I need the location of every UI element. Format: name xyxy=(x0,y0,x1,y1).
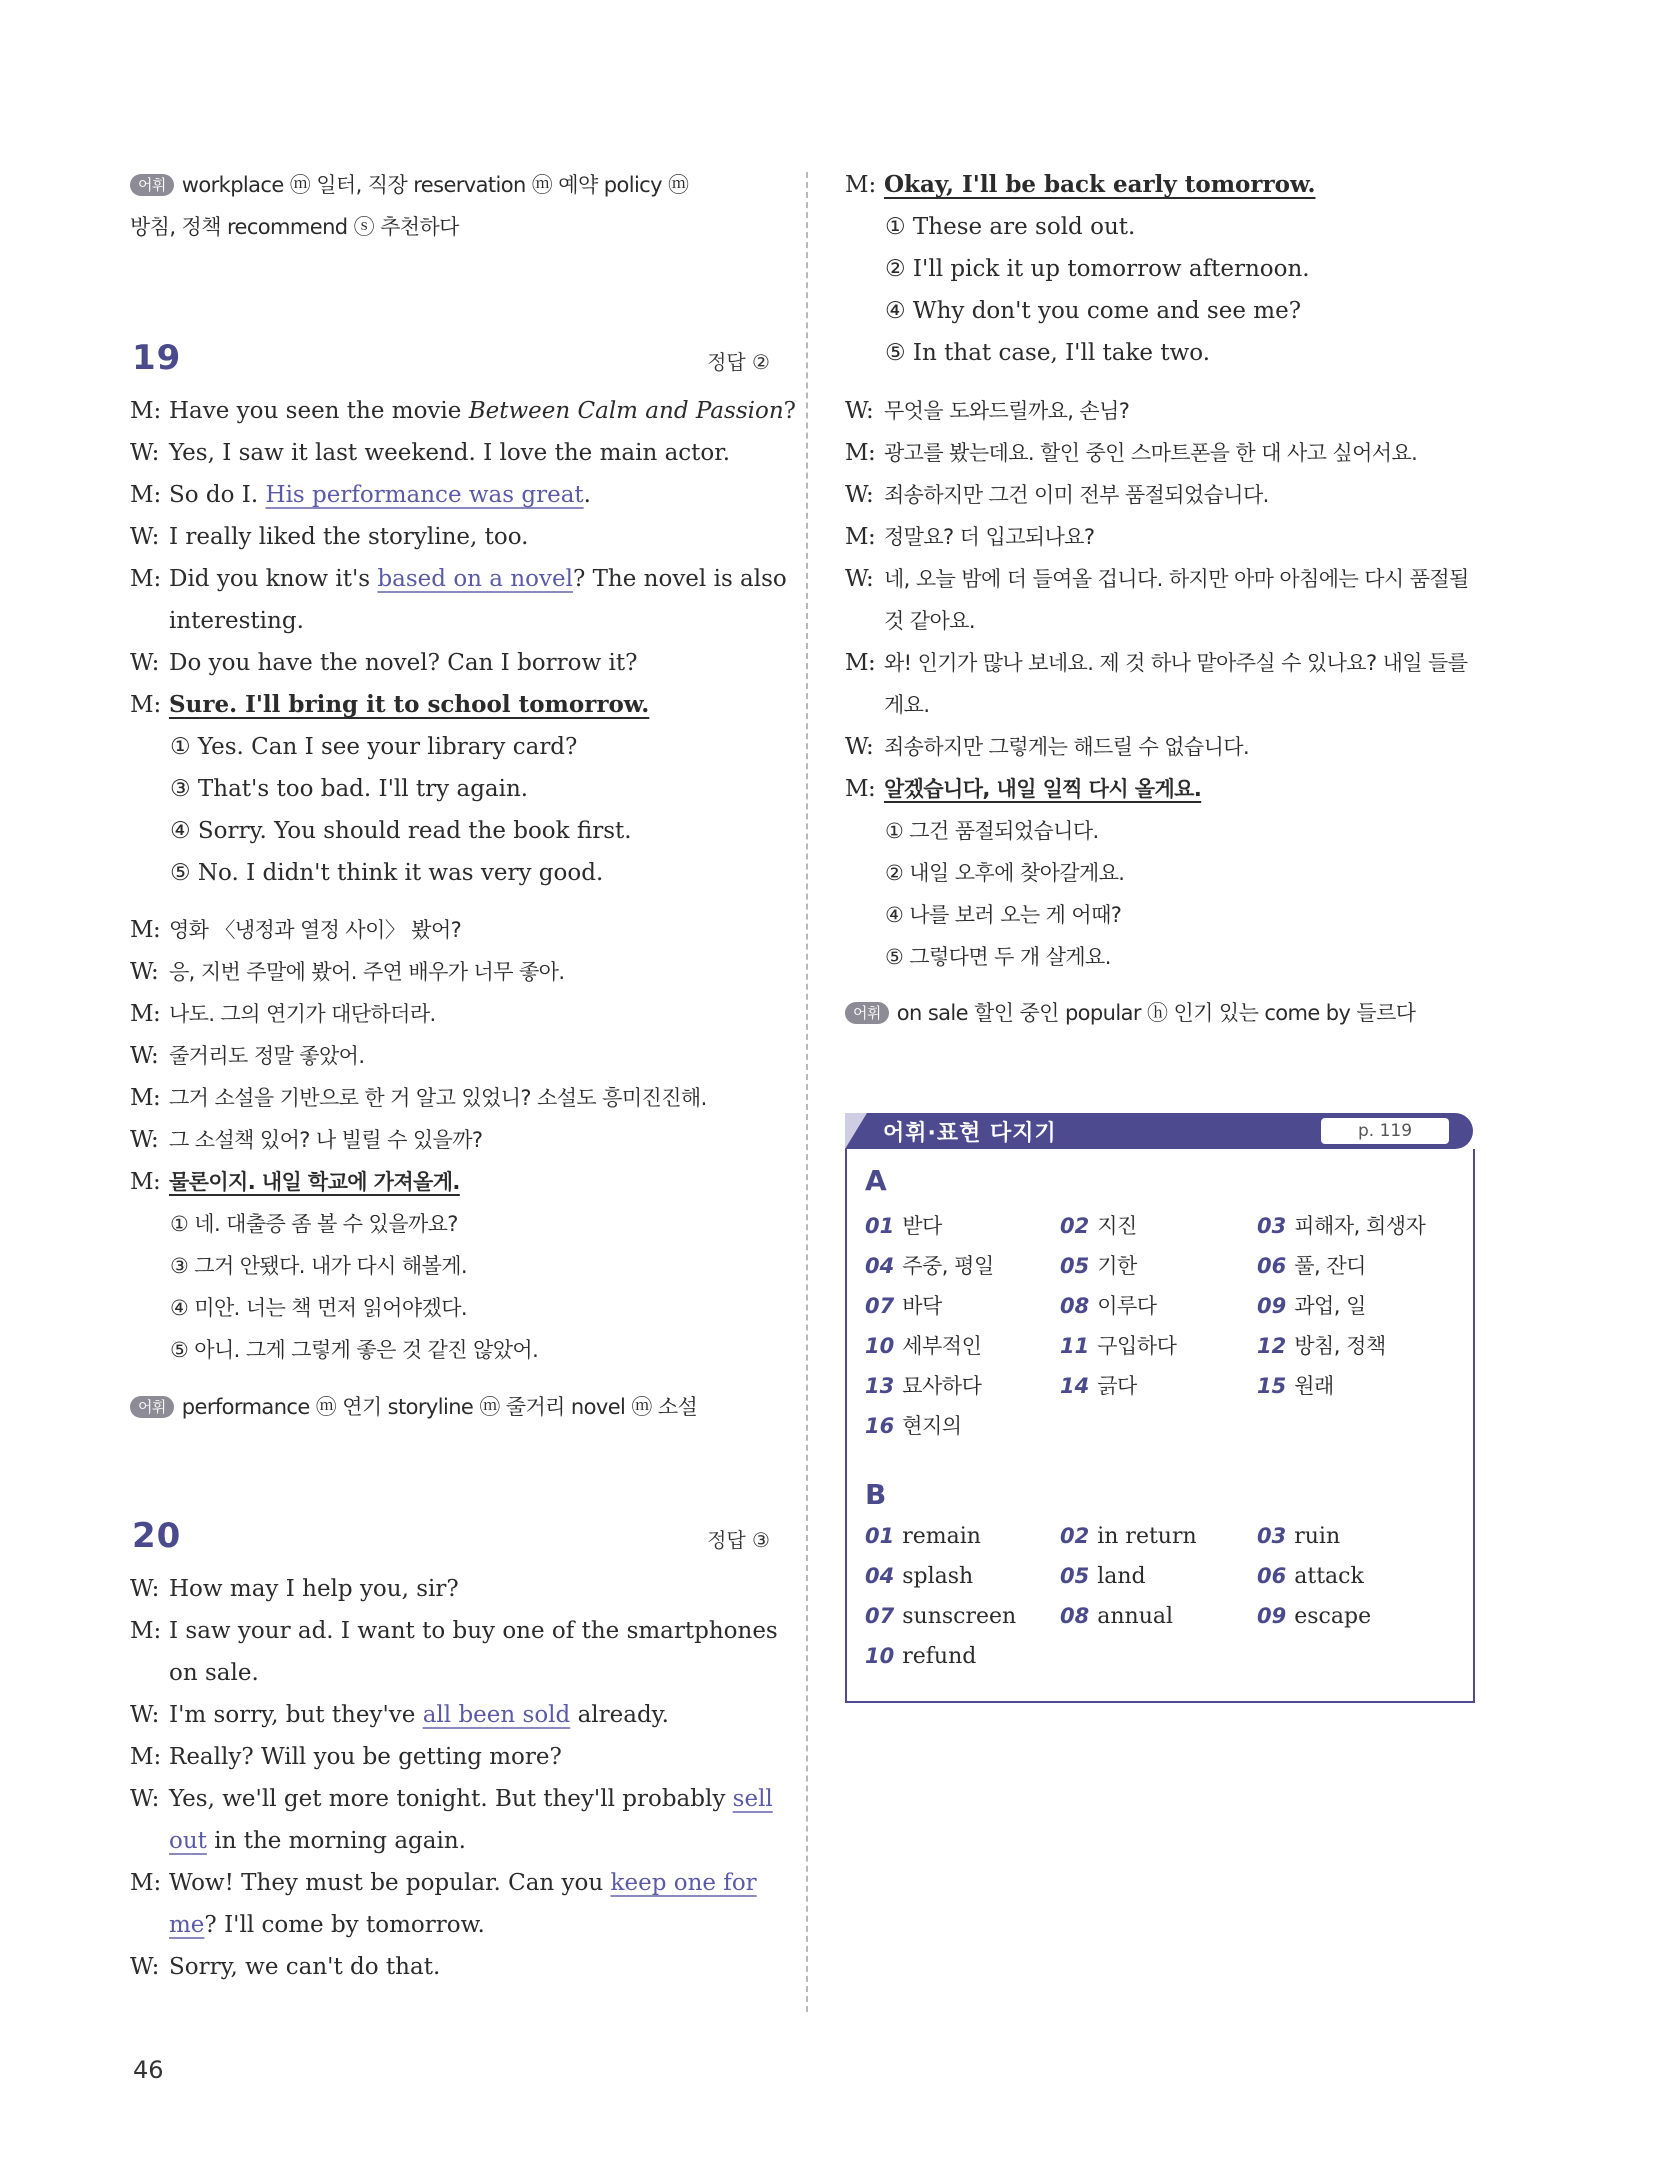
review-title: 어휘·표현 다지기 xyxy=(883,1121,1057,1146)
review-item-number: 07 xyxy=(865,1604,895,1628)
review-item xyxy=(1060,1210,1137,1240)
review-item-number: 09 xyxy=(1257,1604,1287,1628)
review-item-number: 11 xyxy=(1060,1334,1090,1358)
review-item-text: 구입하다 xyxy=(1097,1334,1177,1358)
review-item-number: 02 xyxy=(1060,1214,1090,1238)
review-item-number: 14 xyxy=(1060,1374,1090,1398)
key-phrase: based on a novel xyxy=(377,566,573,592)
q20-korean-2: M: 광고를 봤는데요. 할인 중인 스마트폰을 한 대 사고 싶어서요. xyxy=(845,440,1418,466)
q19-vocab: 어휘 performance ⓜ 연기 storyline ⓜ 줄거리 novel ⓜ 소설 xyxy=(130,1392,697,1422)
review-item xyxy=(1257,1604,1371,1629)
review-item-number: 03 xyxy=(1257,1524,1287,1548)
answer-sentence-korean: 알겠습니다, 내일 일찍 다시 올게요. xyxy=(884,777,1202,801)
review-item xyxy=(1060,1250,1137,1280)
q20-korean-5-cont: 것 같아요. xyxy=(884,609,975,633)
review-item xyxy=(865,1564,973,1589)
q20-option-2: ② I'll pick it up tomorrow afternoon. xyxy=(885,256,1310,282)
review-item xyxy=(1257,1564,1364,1589)
q20-option-5: ⑤ In that case, I'll take two. xyxy=(885,340,1211,366)
review-item xyxy=(865,1210,942,1240)
q20-korean-5: W: 네, 오늘 밤에 더 들여올 겁니다. 하지만 아마 아침에는 다시 품절될 xyxy=(845,566,1469,592)
question-number-20: 20 xyxy=(132,1516,182,1556)
key-phrase: all been sold xyxy=(422,1702,571,1728)
vocab-badge: 어휘 xyxy=(130,174,174,196)
review-item xyxy=(865,1604,1016,1629)
q20-korean-7: W: 죄송하지만 그렇게는 해드릴 수 없습니다. xyxy=(845,734,1250,760)
q20-vocab: 어휘 on sale 할인 중인 popular ⓗ 인기 있는 come by 들르다 xyxy=(845,998,1415,1028)
review-item-text: 원래 xyxy=(1294,1374,1334,1398)
review-item-text: 받다 xyxy=(902,1214,942,1238)
q19-option-4: ④ Sorry. You should read the book first. xyxy=(170,818,632,844)
q20-dialogue-8: M: Okay, I'll be back early tomorrow. xyxy=(845,171,1316,198)
review-item-text: 풀, 잔디 xyxy=(1294,1254,1366,1278)
review-item-number: 13 xyxy=(865,1374,895,1398)
q19-korean-6: W: 그 소설책 있어? 나 빌릴 수 있을까? xyxy=(130,1127,483,1153)
q19-dialogue-4: W: I really liked the storyline, too. xyxy=(130,524,529,550)
review-item xyxy=(1060,1370,1137,1400)
q19-option-3: ③ That's too bad. I'll try again. xyxy=(170,776,529,802)
key-phrase: out xyxy=(169,1828,207,1854)
q19-korean-option-4: ④ 미안. 너는 책 먼저 읽어야겠다. xyxy=(170,1296,467,1320)
vocab-badge: 어휘 xyxy=(845,1002,889,1024)
review-item-number: 15 xyxy=(1257,1374,1287,1398)
q20-dialogue-5: W: Yes, we'll get more tonight. But they'll probably sell xyxy=(130,1786,773,1812)
review-item-number: 05 xyxy=(1060,1564,1090,1588)
key-phrase: sell xyxy=(732,1786,773,1812)
review-item-text: in return xyxy=(1097,1524,1197,1549)
key-phrase: His performance was great xyxy=(265,482,584,508)
review-item-text: land xyxy=(1097,1564,1146,1589)
top-vocab-line-2: 방침, 정책 recommend ⓢ 추천하다 xyxy=(130,215,459,239)
page-number: 46 xyxy=(133,2056,164,2084)
review-item-text: 기한 xyxy=(1097,1254,1137,1278)
q19-dialogue-5-cont: interesting. xyxy=(169,608,304,634)
review-item-text: 세부적인 xyxy=(902,1334,982,1358)
review-item-number: 05 xyxy=(1060,1254,1090,1278)
answer-19: 정답 ② xyxy=(707,350,770,374)
review-item-number: 09 xyxy=(1257,1294,1287,1318)
q19-korean-3: M: 나도. 그의 연기가 대단하더라. xyxy=(130,1001,436,1027)
top-vocab-text-1: workplace ⓜ 일터, 직장 reservation ⓜ 예약 policy ⓜ xyxy=(181,173,689,197)
review-item xyxy=(865,1290,942,1320)
q19-dialogue-1: M: Have you seen the movie Between Calm and Passion? xyxy=(130,398,796,424)
review-item xyxy=(865,1330,981,1360)
review-item xyxy=(1060,1330,1176,1360)
review-item xyxy=(1257,1524,1340,1549)
review-item xyxy=(865,1524,981,1549)
key-phrase: keep one for xyxy=(610,1870,757,1896)
q20-option-4: ④ Why don't you come and see me? xyxy=(885,298,1302,324)
review-item-number: 03 xyxy=(1257,1214,1287,1238)
review-item xyxy=(865,1370,981,1400)
q19-korean-5: M: 그거 소설을 기반으로 한 거 알고 있었니? 소설도 흥미진진해. xyxy=(130,1085,707,1111)
column-divider xyxy=(806,172,808,2012)
q20-korean-8: M: 알겠습니다, 내일 일찍 다시 올게요. xyxy=(845,776,1202,802)
review-item-text: sunscreen xyxy=(902,1604,1017,1629)
q20-dialogue-5-cont: out in the morning again. xyxy=(169,1828,466,1854)
review-item xyxy=(1257,1210,1425,1240)
review-item-number: 08 xyxy=(1060,1294,1090,1318)
q19-option-5: ⑤ No. I didn't think it was very good. xyxy=(170,860,604,886)
review-item-number: 10 xyxy=(865,1644,895,1668)
q19-dialogue-7: M: Sure. I'll bring it to school tomorrow. xyxy=(130,691,650,718)
review-item-text: 과업, 일 xyxy=(1294,1294,1366,1318)
question-number-19: 19 xyxy=(132,338,182,378)
q20-korean-6: M: 와! 인기가 많나 보네요. 제 것 하나 맡아주실 수 있나요? 내일 들를 xyxy=(845,650,1468,676)
key-phrase: me xyxy=(169,1912,205,1938)
review-item-number: 06 xyxy=(1257,1564,1287,1588)
q19-korean-1: M: 영화 〈냉정과 열정 사이〉 봤어? xyxy=(130,917,462,943)
review-item-text: remain xyxy=(902,1524,981,1549)
q20-dialogue-7: W: Sorry, we can't do that. xyxy=(130,1954,441,1980)
q20-korean-option-4: ④ 나를 보러 오는 게 어때? xyxy=(885,903,1122,927)
movie-title: Between Calm and Passion xyxy=(468,398,784,424)
q19-dialogue-6: W: Do you have the novel? Can I borrow it? xyxy=(130,650,638,676)
q20-dialogue-6: M: Wow! They must be popular. Can you keep one for xyxy=(130,1870,757,1896)
q19-korean-option-5: ⑤ 아니. 그게 그렇게 좋은 것 같진 않았어. xyxy=(170,1338,539,1362)
q20-korean-6-cont: 게요. xyxy=(884,693,930,717)
q20-korean-3: W: 죄송하지만 그건 이미 전부 품절되었습니다. xyxy=(845,482,1269,508)
q20-korean-option-2: ② 내일 오후에 찾아갈게요. xyxy=(885,861,1125,885)
q19-dialogue-3: M: So do I. His performance was great. xyxy=(130,482,591,508)
review-item-text: splash xyxy=(902,1564,974,1589)
review-item xyxy=(865,1410,962,1440)
review-item-number: 16 xyxy=(865,1414,895,1438)
review-item-text: 주중, 평일 xyxy=(902,1254,994,1278)
q20-option-1: ① These are sold out. xyxy=(885,214,1136,240)
q20-dialogue-2-cont: on sale. xyxy=(169,1660,259,1686)
q19-korean-4: W: 줄거리도 정말 좋았어. xyxy=(130,1043,365,1069)
review-item xyxy=(865,1250,994,1280)
answer-sentence-korean: 물론이지. 내일 학교에 가져올게. xyxy=(169,1170,460,1194)
q19-korean-2: W: 응, 지번 주말에 봤어. 주연 배우가 너무 좋아. xyxy=(130,959,565,985)
answer-sentence: Sure. I'll bring it to school tomorrow. xyxy=(169,691,650,718)
review-item-number: 08 xyxy=(1060,1604,1090,1628)
q20-dialogue-2: M: I saw your ad. I want to buy one of the smartphones xyxy=(130,1618,778,1644)
q20-dialogue-1: W: How may I help you, sir? xyxy=(130,1576,459,1602)
vocab-badge: 어휘 xyxy=(130,1396,174,1418)
review-item xyxy=(1060,1564,1146,1589)
review-item xyxy=(1257,1250,1366,1280)
review-item-number: 04 xyxy=(865,1564,895,1588)
q20-korean-4: M: 정말요? 더 입고되나요? xyxy=(845,524,1095,550)
q19-korean-option-3: ③ 그거 안됐다. 내가 다시 해볼게. xyxy=(170,1254,467,1278)
review-item xyxy=(1060,1604,1173,1629)
q19-dialogue-2: W: Yes, I saw it last weekend. I love the main actor. xyxy=(130,440,731,466)
review-item-number: 02 xyxy=(1060,1524,1090,1548)
review-item-number: 04 xyxy=(865,1254,895,1278)
review-item-text: escape xyxy=(1294,1604,1372,1629)
review-item-text: 묘사하다 xyxy=(902,1374,982,1398)
review-item-text: annual xyxy=(1097,1604,1174,1629)
review-item-text: 현지의 xyxy=(902,1414,962,1438)
q20-dialogue-4: M: Really? Will you be getting more? xyxy=(130,1744,562,1770)
q20-korean-1: W: 무엇을 도와드릴까요, 손님? xyxy=(845,398,1130,424)
answer-sentence: Okay, I'll be back early tomorrow. xyxy=(884,171,1316,198)
answer-20: 정답 ③ xyxy=(707,1528,770,1552)
review-item-text: 이루다 xyxy=(1097,1294,1157,1318)
review-item xyxy=(1060,1524,1197,1549)
q20-korean-option-1: ① 그건 품절되었습니다. xyxy=(885,819,1099,843)
q19-dialogue-5: M: Did you know it's based on a novel? The novel is also xyxy=(130,566,787,592)
review-item-number: 10 xyxy=(865,1334,895,1358)
review-item-text: attack xyxy=(1294,1564,1364,1589)
review-item xyxy=(1257,1290,1366,1320)
review-item-number: 07 xyxy=(865,1294,895,1318)
q19-korean-option-1: ① 네. 대출증 좀 볼 수 있을까요? xyxy=(170,1212,458,1236)
review-item-text: 바닥 xyxy=(902,1294,942,1318)
review-item-number: 06 xyxy=(1257,1254,1287,1278)
review-item-number: 01 xyxy=(865,1214,895,1238)
q20-dialogue-6-cont: me? I'll come by tomorrow. xyxy=(169,1912,485,1938)
review-item xyxy=(1257,1330,1386,1360)
review-item-text: refund xyxy=(902,1644,977,1669)
review-item-text: ruin xyxy=(1294,1524,1341,1549)
section-b-label: B xyxy=(865,1478,887,1511)
review-item xyxy=(865,1644,976,1669)
review-item-text: 긁다 xyxy=(1097,1374,1137,1398)
q20-korean-option-5: ⑤ 그렇다면 두 개 살게요. xyxy=(885,945,1111,969)
review-box-header xyxy=(845,1113,1473,1149)
review-item-text: 피해자, 희생자 xyxy=(1294,1214,1426,1238)
q19-korean-7: M: 물론이지. 내일 학교에 가져올게. xyxy=(130,1169,460,1195)
review-item xyxy=(1257,1370,1334,1400)
review-item-text: 지진 xyxy=(1097,1214,1137,1238)
q20-dialogue-3: W: I'm sorry, but they've all been sold already. xyxy=(130,1702,669,1728)
review-page-ref: p. 119 xyxy=(1321,1118,1449,1144)
section-a-label: A xyxy=(865,1164,887,1197)
q19-option-1: ① Yes. Can I see your library card? xyxy=(170,734,578,760)
review-item-number: 12 xyxy=(1257,1334,1287,1358)
review-item-number: 01 xyxy=(865,1524,895,1548)
review-item-text: 방침, 정책 xyxy=(1294,1334,1386,1358)
review-item xyxy=(1060,1290,1157,1320)
top-vocab-line-1 xyxy=(130,170,688,200)
